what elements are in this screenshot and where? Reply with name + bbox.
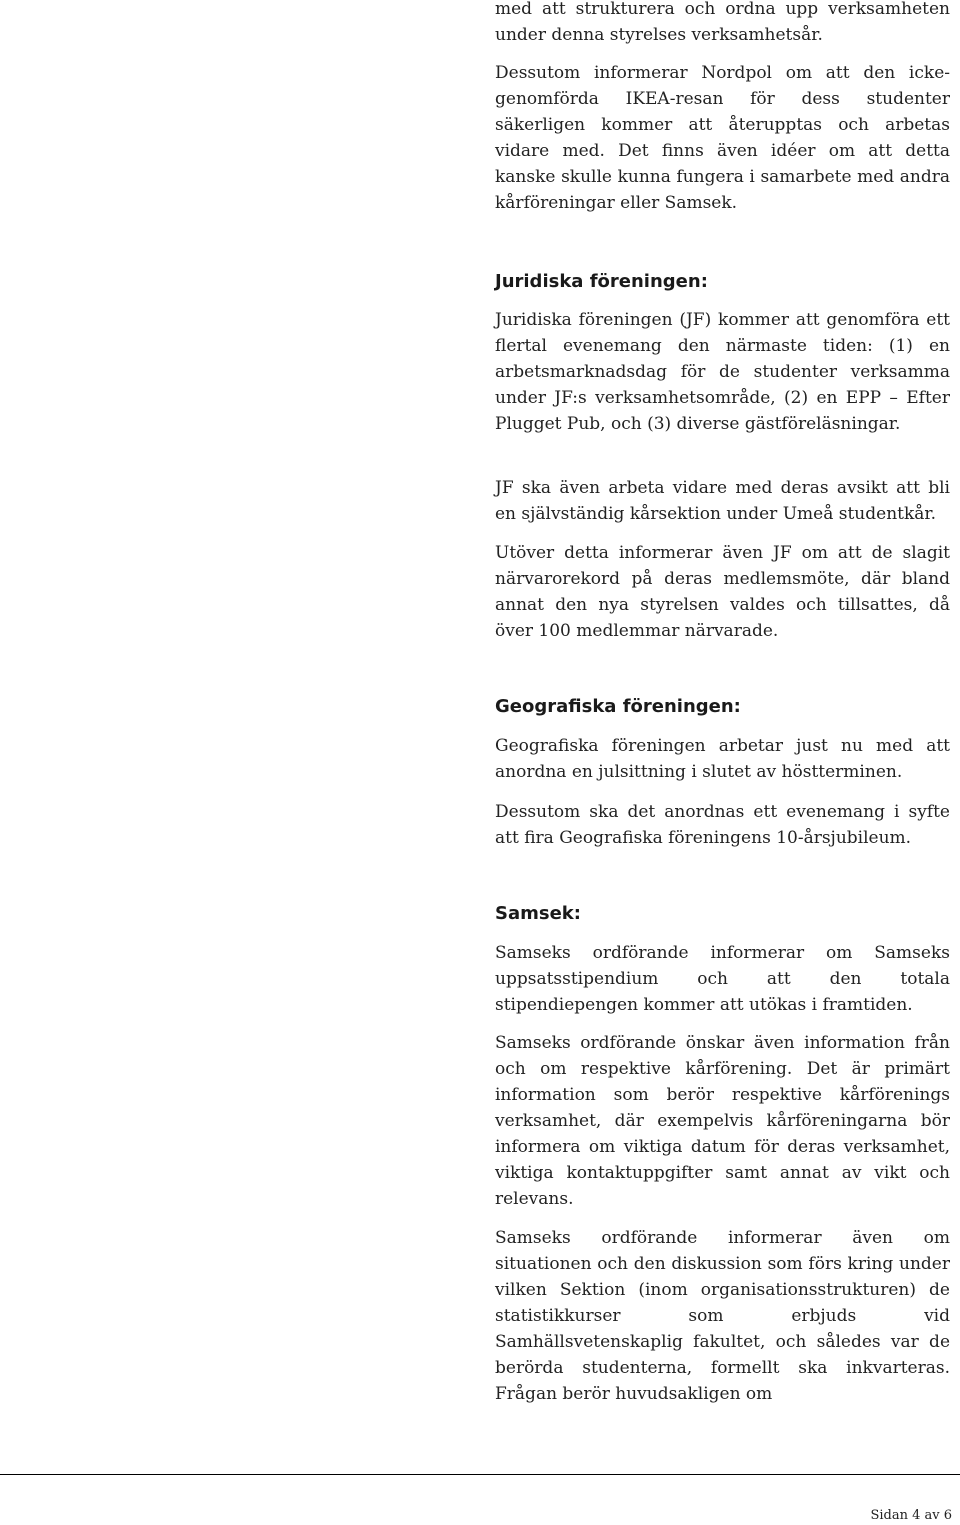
heading-geografiska: Geografiska föreningen: <box>495 696 741 717</box>
paragraph-jf-section: JF ska även arbeta vidare med deras avsikt att bli en självständig kårsektion under Umeå studentkår. <box>495 478 950 524</box>
paragraph-samsek-stipendium: Samseks ordförande informerar om Samseks uppsatsstipendium och att den totala stipendiepengen kommer att utökas i framtiden. <box>495 943 950 1015</box>
page-number: Sidan 4 av 6 <box>870 1508 952 1523</box>
paragraph-jf-record: Utöver detta informerar även JF om att de slagit närvarorekord på deras medlemsmöte, där bland annat den nya styrelsen valdes och tillsattes, då över 100 medlemmar närvarade. <box>495 543 950 641</box>
paragraph-samsek-statistik: Samseks ordförande informerar även om situationen och den diskussion som förs kring under vilken Sektion (inom organisationsstrukturen) de statistikkurser som erbjuds vid Samhällsvetenskaplig fakultet, och således var de berörda studenterna, formellt ska inkvarteras. Frågan berör huvudsakligen om <box>495 1228 950 1404</box>
paragraph-samsek-information: Samseks ordförande önskar även information från och om respektive kårförening. Det är primärt information som berör respektive kårförenings verksamhet, där exempelvis kårföreningarna bör informera om viktiga datum för deras verksamhet, viktiga kontaktuppgifter samt annat av vikt och relevans. <box>495 1033 950 1209</box>
heading-juridiska: Juridiska föreningen: <box>495 271 708 292</box>
paragraph-continuation: med att strukturera och ordna upp verksamheten under denna styrelses verksamhetsår. <box>495 0 950 45</box>
heading-samsek: Samsek: <box>495 903 581 924</box>
paragraph-jf-events: Juridiska föreningen (JF) kommer att genomföra ett flertal evenemang den närmaste tiden: (1) en arbetsmarknadsdag för de studenter verksamma under JF:s verksamhetsområde, (2) en EPP – Efter Plugget Pub, och (3) diverse gästföreläsningar. <box>495 310 950 434</box>
footer-divider <box>0 1474 960 1475</box>
paragraph-geo-julsittning: Geografiska föreningen arbetar just nu med att anordna en julsittning i slutet av höstterminen. <box>495 736 950 782</box>
paragraph-geo-jubileum: Dessutom ska det anordnas ett evenemang i syfte att fira Geografiska föreningens 10-årsjubileum. <box>495 802 950 848</box>
paragraph-nordpol: Dessutom informerar Nordpol om att den icke-genomförda IKEA-resan för dess studenter säkerligen kommer att återupptas och arbetas vidare med. Det finns även idéer om att detta kanske skulle kunna fungera i samarbete med andra kårföreningar eller Samsek. <box>495 63 950 213</box>
